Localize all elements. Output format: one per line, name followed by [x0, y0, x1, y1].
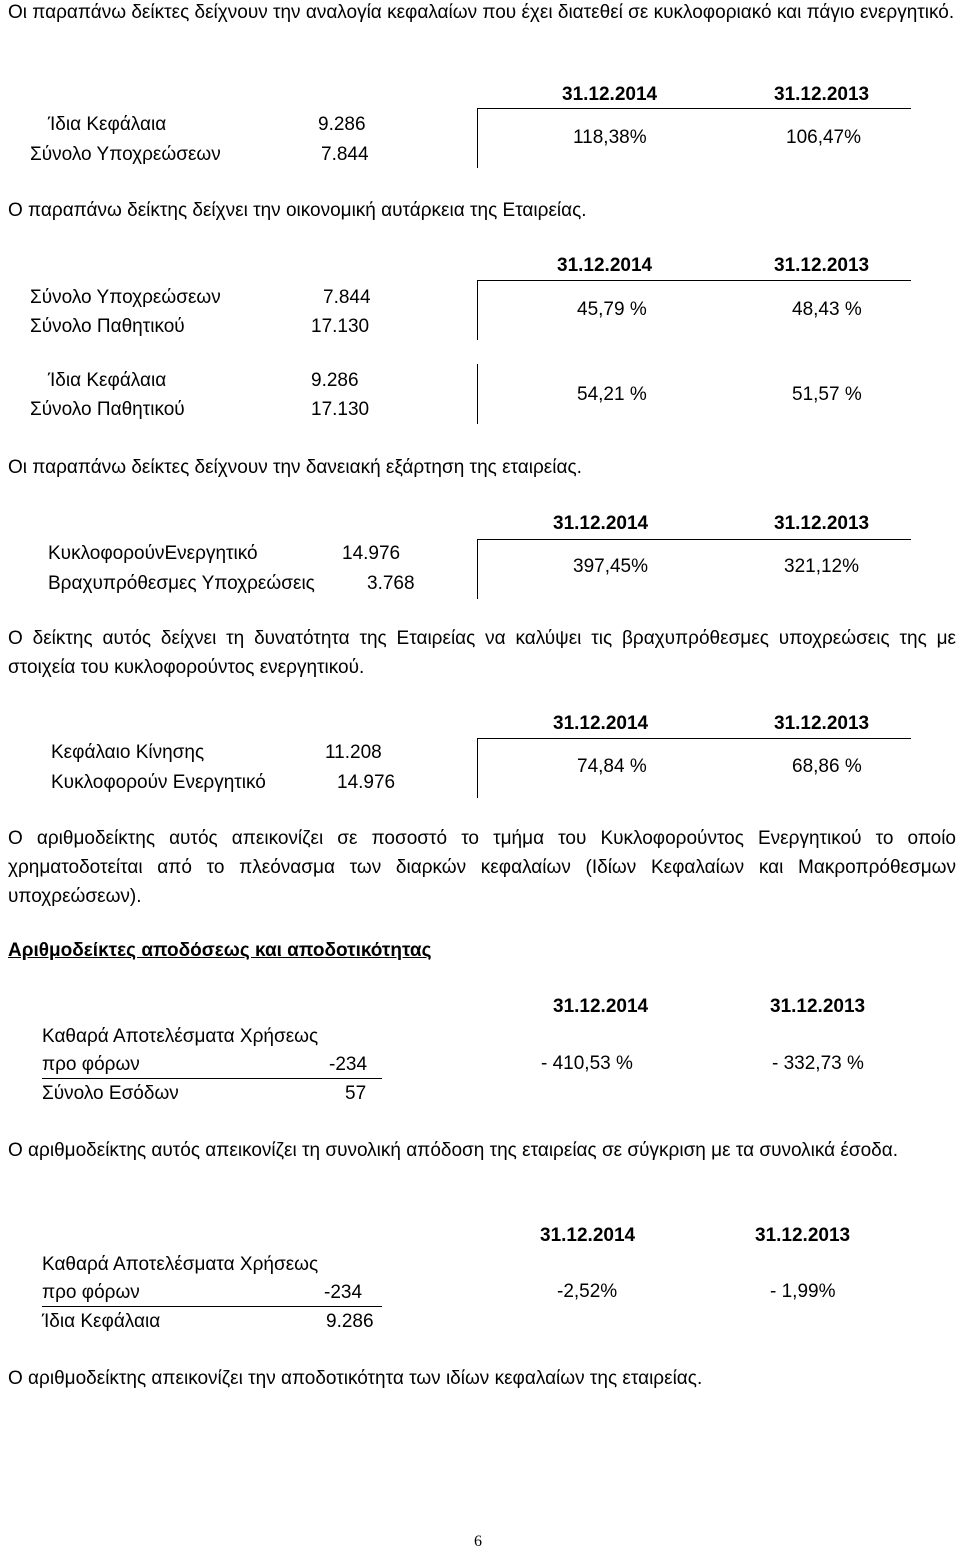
ratio7-label-numerator-line2: προ φόρων [42, 1282, 140, 1303]
ratio1-explanation: Ο παραπάνω δείκτης δείχνει την οικονομική αυτάρκεια της Εταιρείας. [8, 200, 587, 221]
ratio3-num-denominator: 17.130 [311, 399, 370, 420]
ratio2-header-rule [477, 280, 911, 281]
ratio1-header-2013: 31.12.2013 [774, 84, 870, 105]
ratio1-num-numerator: 9.286 [318, 114, 366, 135]
section-heading: Αριθμοδείκτες αποδόσεως και αποδοτικότητας [8, 940, 432, 961]
ratio6-label-numerator-line1: Καθαρά Αποτελέσματα Χρήσεως [42, 1026, 319, 1047]
ratio5-label-denominator: Κυκλοφορούν Ενεργητικό [51, 772, 266, 793]
ratio1-num-denominator: 7.844 [321, 144, 369, 165]
ratio3-label-denominator: Σύνολο Παθητικού [30, 399, 185, 420]
ratio2-num-denominator: 17.130 [311, 316, 370, 337]
ratio3-value-2014: 54,21 % [577, 384, 647, 405]
ratio6-num-numerator: -234 [329, 1054, 368, 1075]
ratio2-value-2014: 45,79 % [577, 299, 647, 320]
ratio4-num-numerator: 14.976 [342, 543, 401, 564]
ratio7-header-2013: 31.12.2013 [755, 1225, 851, 1246]
ratio6-label-numerator-line2: προ φόρων [42, 1054, 140, 1075]
ratio5-divider [477, 738, 478, 798]
ratio4-explanation: Ο δείκτης αυτός δείχνει τη δυνατότητα της Εταιρείας να καλύψει τις βραχυπρόθεσμες υποχρεώσεις της με στοιχεία του κυκλοφορούντος ενεργητικού. [8, 628, 956, 678]
ratio4-value-2013: 321,12% [784, 556, 860, 577]
ratio1-header-rule [477, 108, 911, 109]
ratio7-num-denominator: 9.286 [326, 1311, 374, 1332]
ratio3-label-numerator: Ίδια Κεφάλαια [48, 370, 167, 391]
ratio7-header-2014: 31.12.2014 [540, 1225, 636, 1246]
ratio1-divider [477, 108, 478, 168]
ratio4-value-2014: 397,45% [573, 556, 649, 577]
ratio1-value-2014: 118,38% [573, 127, 647, 148]
ratio5-num-numerator: 11.208 [325, 742, 382, 763]
page-number: 6 [474, 1533, 482, 1550]
ratio2-label-numerator: Σύνολο Υποχρεώσεων [30, 287, 221, 308]
ratio5-header-rule [477, 738, 911, 739]
ratio7-explanation: Ο αριθμοδείκτης απεικονίζει την αποδοτικότητα των ιδίων κεφαλαίων της εταιρείας. [8, 1368, 703, 1389]
ratio4-label-numerator: ΚυκλοφορούνΕνεργητικό [48, 543, 258, 564]
ratio1-label-denominator: Σύνολο Υποχρεώσεων [30, 144, 221, 165]
ratio1-label-numerator: Ίδια Κεφάλαια [48, 114, 167, 135]
ratio6-num-denominator: 57 [345, 1083, 367, 1104]
ratio3-num-numerator: 9.286 [311, 370, 359, 391]
ratio6-header-2014: 31.12.2014 [553, 996, 649, 1017]
ratio1-header-2014: 31.12.2014 [562, 84, 658, 105]
ratio4-header-rule [477, 539, 911, 540]
ratio5-label-numerator: Κεφάλαιο Κίνησης [51, 742, 205, 763]
ratio3-divider [477, 364, 478, 424]
ratio2-num-numerator: 7.844 [323, 287, 371, 308]
ratio6-value-2014: - 410,53 % [541, 1053, 633, 1074]
ratio5-explanation: Ο αριθμοδείκτης αυτός απεικονίζει σε ποσοστό το τμήμα του Κυκλοφορούντος Ενεργητικού το οποίο χρηματοδοτείται από το πλεόνασμα των διαρκών κεφαλαίων (Ιδίων Κεφαλαίων και Μακροπρόθεσμων υποχρεώσεων). [8, 828, 956, 907]
ratio5-header-2014: 31.12.2014 [553, 713, 649, 734]
ratio7-value-2014: -2,52% [557, 1281, 618, 1302]
ratio5-value-2013: 68,86 % [792, 756, 862, 777]
ratio3-value-2013: 51,57 % [792, 384, 862, 405]
ratio5-value-2014: 74,84 % [577, 756, 647, 777]
ratio7-label-denominator: Ίδια Κεφάλαια [42, 1311, 161, 1332]
ratio4-header-2013: 31.12.2013 [774, 513, 870, 534]
ratio2-value-2013: 48,43 % [792, 299, 862, 320]
ratio4-divider [477, 539, 478, 599]
ratio5-num-denominator: 14.976 [337, 772, 396, 793]
ratio7-num-numerator: -234 [324, 1282, 363, 1303]
ratio1-value-2013: 106,47% [786, 127, 862, 148]
ratio6-value-2013: - 332,73 % [772, 1053, 864, 1074]
ratio4-label-denominator: Βραχυπρόθεσμες Υποχρεώσεις [48, 573, 315, 594]
ratio3-explanation: Οι παραπάνω δείκτες δείχνουν την δανειακή εξάρτηση της εταιρείας. [8, 457, 582, 478]
ratio7-label-numerator-line1: Καθαρά Αποτελέσματα Χρήσεως [42, 1254, 319, 1275]
ratio6-label-denominator: Σύνολο Εσόδων [42, 1083, 179, 1104]
ratio7-value-2013: - 1,99% [770, 1281, 836, 1302]
ratio2-header-2014: 31.12.2014 [557, 255, 653, 276]
ratio6-explanation: Ο αριθμοδείκτης αυτός απεικονίζει τη συνολική απόδοση της εταιρείας σε σύγκριση με τα συνολικά έσοδα. [8, 1140, 899, 1161]
intro-paragraph: Οι παραπάνω δείκτες δείχνουν την αναλογία κεφαλαίων που έχει διατεθεί σε κυκλοφοριακό και πάγιο ενεργητικό. [8, 2, 955, 23]
ratio5-header-2013: 31.12.2013 [774, 713, 870, 734]
ratio2-divider [477, 280, 478, 340]
ratio2-label-denominator: Σύνολο Παθητικού [30, 316, 185, 337]
ratio2-header-2013: 31.12.2013 [774, 255, 870, 276]
ratio4-num-denominator: 3.768 [367, 573, 415, 594]
ratio4-header-2014: 31.12.2014 [553, 513, 649, 534]
ratio6-header-2013: 31.12.2013 [770, 996, 866, 1017]
